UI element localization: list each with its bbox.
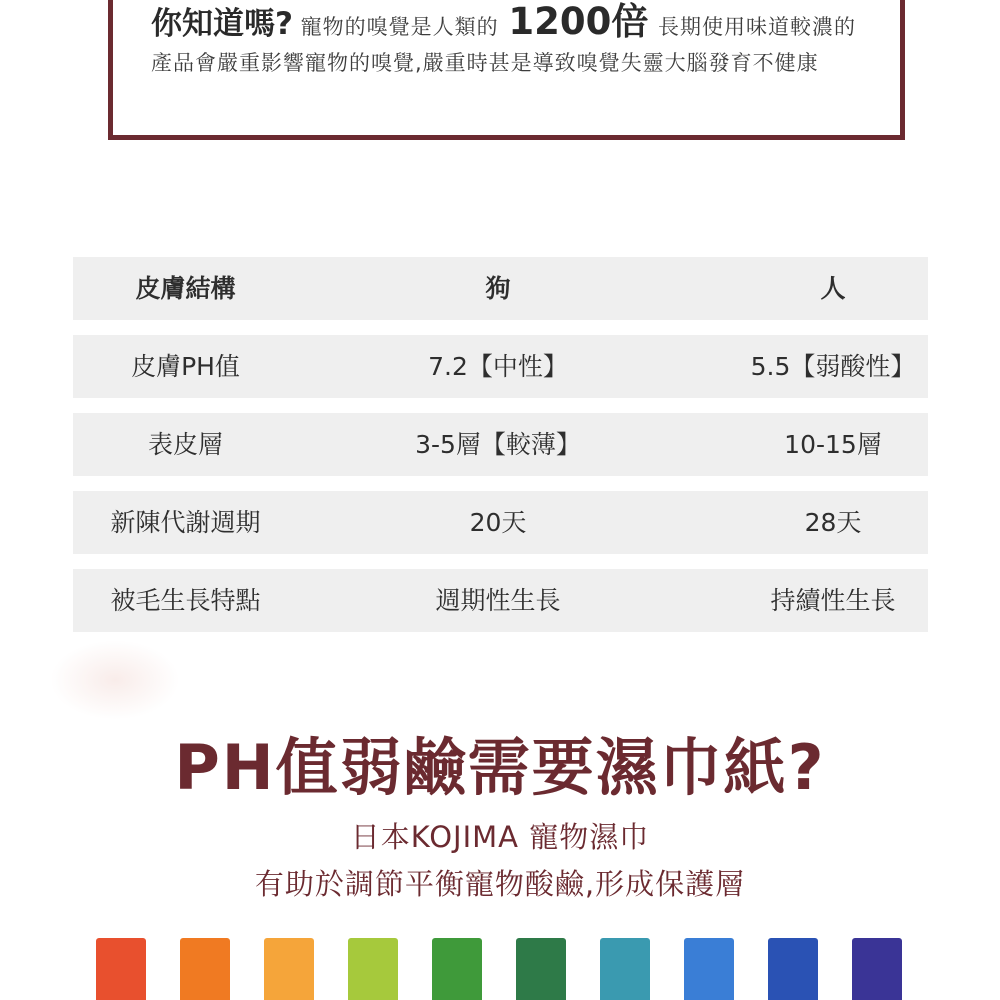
info-lead: 你知道嗎? xyxy=(151,6,293,42)
table-row xyxy=(73,335,928,398)
table-cell: 被毛生長特點 xyxy=(110,586,261,615)
table-cell: 表皮層 xyxy=(147,430,223,459)
subtitle-line-1: 日本KOJIMA 寵物濕巾 xyxy=(350,820,650,854)
color-swatch xyxy=(516,938,566,1000)
table-header-cell: 皮膚結構 xyxy=(135,274,236,303)
color-swatch xyxy=(264,938,314,1000)
table-header-row xyxy=(73,257,928,320)
info-text-2: 長期使用味道較濃的產品會嚴重影響寵物的嗅覺,嚴重時甚是導致嗅覺失靈大腦發育不健康 xyxy=(151,15,857,75)
table-header-cell: 狗 xyxy=(485,274,511,303)
decorative-smudge xyxy=(50,640,180,720)
color-swatch xyxy=(96,938,146,1000)
table-cell: 新陳代謝週期 xyxy=(110,508,261,537)
color-swatches xyxy=(96,938,916,1000)
table-cell: 28天 xyxy=(804,508,862,537)
table-cell: 週期性生長 xyxy=(435,586,561,615)
color-swatch xyxy=(852,938,902,1000)
headline: PH值弱鹼需要濕巾紙? xyxy=(174,731,826,804)
table-row xyxy=(73,569,928,632)
table-cell: 20天 xyxy=(469,508,527,537)
table-row xyxy=(73,413,928,476)
table-cell: 皮膚PH值 xyxy=(131,352,240,381)
info-box xyxy=(108,0,905,140)
info-text xyxy=(151,0,871,81)
table-cell: 10-15層 xyxy=(784,430,882,459)
table-cell: 5.5【弱酸性】 xyxy=(750,352,916,381)
table-cell: 7.2【中性】 xyxy=(428,352,568,381)
info-text-1: 寵物的嗅覺是人類的 xyxy=(300,15,499,39)
subtitle-line-2: 有助於調節平衡寵物酸鹼,形成保護層 xyxy=(254,867,746,901)
info-number: 1200倍 xyxy=(508,0,649,43)
color-swatch xyxy=(600,938,650,1000)
color-swatch xyxy=(180,938,230,1000)
table-header-cell: 人 xyxy=(820,274,846,303)
table-row xyxy=(73,491,928,554)
table-cell: 3-5層【較薄】 xyxy=(415,430,581,459)
color-swatch xyxy=(768,938,818,1000)
color-swatch xyxy=(348,938,398,1000)
comparison-table xyxy=(73,257,928,647)
color-swatch xyxy=(432,938,482,1000)
color-swatch xyxy=(684,938,734,1000)
table-cell: 持續性生長 xyxy=(770,586,896,615)
